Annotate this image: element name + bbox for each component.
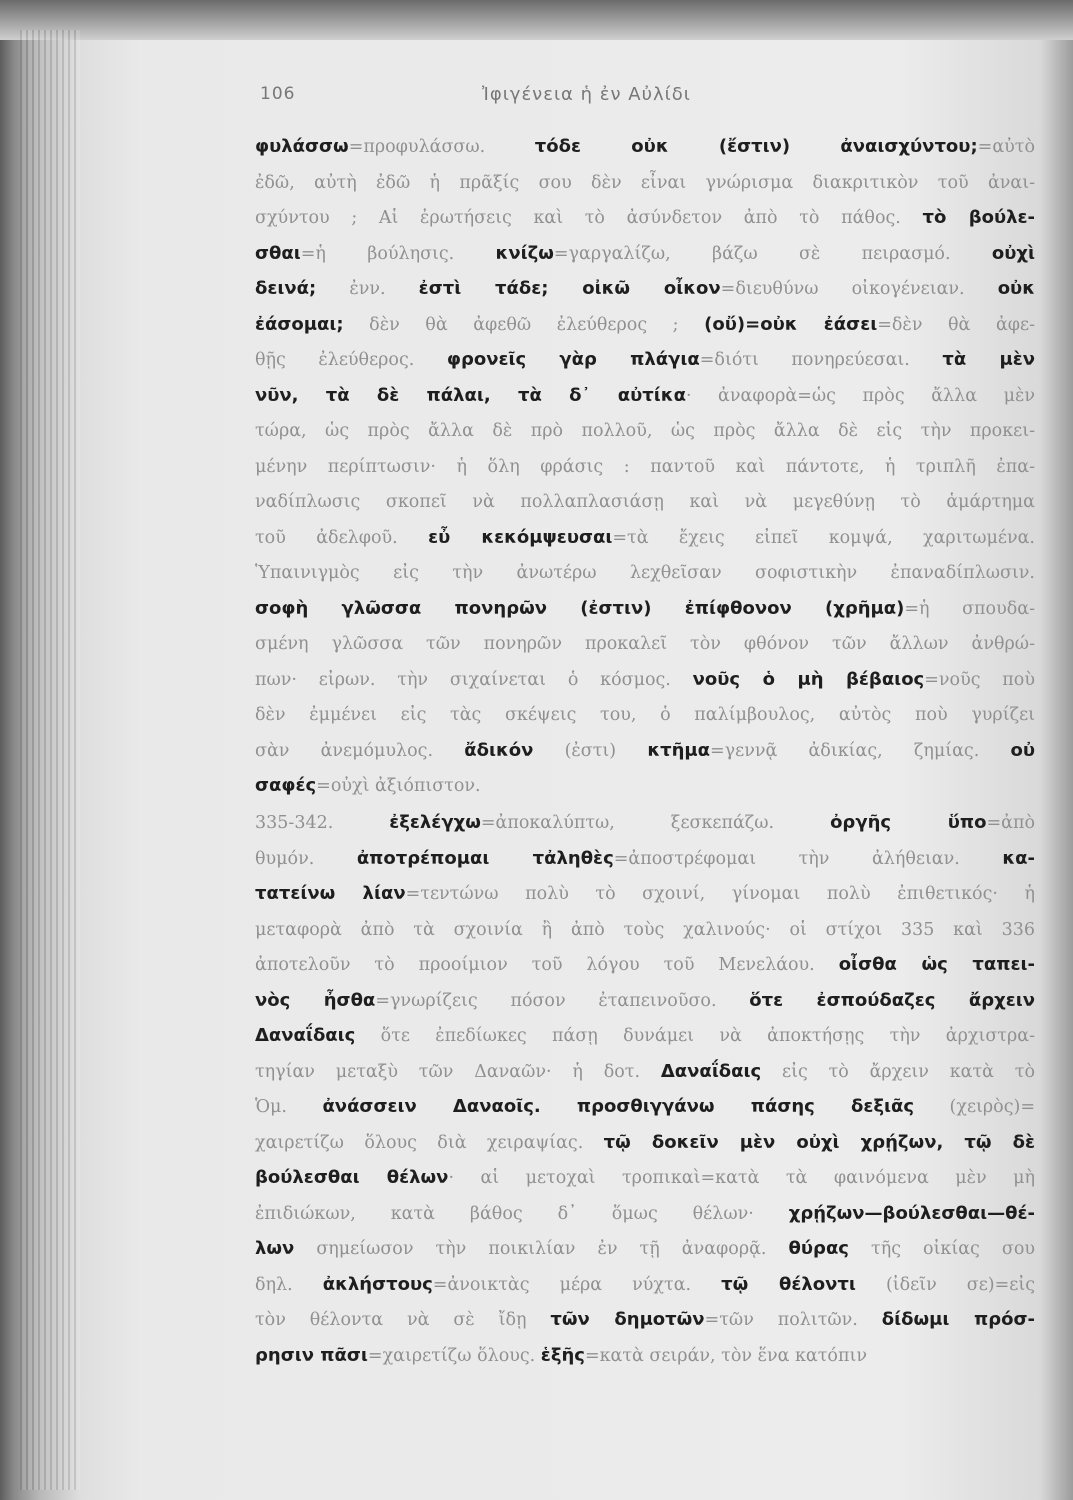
lemma-text: κνίζω bbox=[495, 242, 554, 264]
gloss-text: σμένη γλῶσσα τῶν πονηρῶν προκαλεῖ τὸν φθόνον τῶν ἄλλων ἀνθρώ- bbox=[255, 634, 1035, 654]
gloss-text: (χειρὸς)= bbox=[914, 1097, 1035, 1117]
lemma-text: κα- bbox=[1002, 847, 1035, 869]
gloss-text: ἀποτελοῦν τὸ προοίμιον τοῦ λόγου τοῦ Μενελάου. bbox=[255, 955, 839, 975]
lemma-text: ἐστὶ τάδε; οἰκῶ οἶκον bbox=[418, 278, 721, 299]
gloss-text: μένην περίπτωσιν· ἡ ὅλη φράσις : παντοῦ καὶ πάντοτε, ἡ τριπλῆ ἐπα- bbox=[255, 456, 1035, 477]
lemma-text: ἀνάσσειν Δαναοῖς. προσθιγγάνω πάσης δεξιᾶς bbox=[322, 1096, 915, 1117]
gloss-text: δὲν θὰ ἀφεθῶ ἐλεύθερος ; bbox=[343, 314, 705, 335]
text-line bbox=[255, 1055, 1035, 1089]
lemma-text: λων bbox=[255, 1238, 295, 1259]
gloss-text: =διότι πονηρεύεσαι. bbox=[699, 350, 943, 370]
lemma-text: ὀργῆς ὕπο bbox=[830, 812, 987, 833]
text-line bbox=[255, 1268, 1035, 1302]
text-line bbox=[255, 592, 1035, 626]
gloss-text: =ἀποστρέφομαι τὴν ἀλήθειαν. bbox=[613, 848, 1003, 869]
gloss-text: =τεντώνω πολὺ τὸ σχοινί, γίνομαι πολὺ ἐπιθετικός· ἡ bbox=[405, 884, 1035, 904]
lemma-text: ἐάσομαι; bbox=[255, 313, 344, 335]
page-number: 106 bbox=[260, 84, 296, 104]
lemma-text: οἶσθα ὡς ταπει- bbox=[838, 954, 1035, 975]
gloss-text: τῆς οἰκίας σου bbox=[848, 1239, 1035, 1259]
gloss-text: Ὁμ. bbox=[255, 1097, 323, 1117]
gloss-text: =γνωρίζεις πόσον ἐταπεινοῦσο. bbox=[375, 990, 750, 1011]
lemma-text: ἐξελέγχω bbox=[389, 812, 481, 833]
text-line bbox=[255, 698, 1035, 732]
text-line bbox=[255, 521, 1035, 555]
gloss-text: =διευθύνω οἰκογένειαν. bbox=[720, 279, 998, 299]
gloss-text: =γεννᾷ ἀδικίας, ζημίας. bbox=[710, 740, 1011, 761]
gloss-text: τοῦ ἀδελφοῦ. bbox=[255, 527, 429, 548]
gloss-text: 335-342. bbox=[255, 813, 390, 833]
text-line bbox=[255, 450, 1035, 484]
text-line bbox=[255, 948, 1035, 982]
gloss-text: τώρα, ὡς πρὸς ἄλλα δὲ πρὸ πολλοῦ, ὡς πρὸς ἄλλα δὲ εἰς τὴν προκει- bbox=[255, 421, 1035, 441]
lemma-text: ἑξῆς bbox=[540, 1344, 585, 1366]
lemma-text: οὐκ bbox=[997, 278, 1035, 299]
page-edge-shadow bbox=[20, 30, 80, 1490]
gloss-text: =χαιρετίζω ὅλους. bbox=[367, 1345, 541, 1366]
lemma-text: φυλάσσω bbox=[255, 136, 349, 157]
lemma-text: Δαναΐδαις bbox=[255, 1025, 356, 1046]
text-line bbox=[255, 984, 1035, 1018]
text-line bbox=[255, 1197, 1035, 1231]
gloss-text: =δὲν θὰ ἀφε- bbox=[877, 314, 1035, 335]
lemma-text: νῦν, τὰ δὲ πάλαι, τὰ δ᾽ αὐτίκα bbox=[255, 384, 686, 406]
text-line bbox=[255, 237, 1035, 271]
text-line bbox=[255, 166, 1035, 200]
gloss-text: ἐπιδιώκων, κατὰ βάθος δ᾽ ὅμως θέλων· bbox=[255, 1203, 789, 1224]
lemma-text: κτῆμα bbox=[647, 739, 711, 761]
gloss-text: =τῶν πολιτῶν. bbox=[704, 1310, 882, 1330]
text-line bbox=[255, 130, 1035, 164]
gloss-text: =αὐτὸ bbox=[977, 137, 1035, 157]
gloss-text: σημείωσον τὴν ποικιλίαν ἐν τῇ ἀναφορᾷ. bbox=[294, 1239, 789, 1259]
text-line bbox=[255, 343, 1035, 377]
text-line bbox=[255, 627, 1035, 661]
text-line bbox=[255, 877, 1035, 911]
lemma-text: σθαι bbox=[255, 242, 301, 264]
gloss-text: =κατὰ σειράν, τὸν ἕνα κατόπιν bbox=[584, 1345, 867, 1366]
text-line bbox=[255, 414, 1035, 448]
gloss-text: =νοῦς ποὺ bbox=[924, 669, 1035, 690]
lemma-text: θύρας bbox=[788, 1238, 849, 1259]
text-line bbox=[255, 379, 1035, 413]
gloss-text: Ὑπαινιγμὸς εἰς τὴν ἀνωτέρω λεχθεῖσαν σοφιστικὴν ἐπαναδίπλωσιν. bbox=[255, 563, 1035, 583]
lemma-text: εὖ κεκόμψευσαι bbox=[428, 526, 613, 548]
gloss-text: =ἀπὸ bbox=[986, 813, 1035, 833]
gloss-text: · αἱ μετοχαὶ τροπικαὶ=κατὰ τὰ φαινόμενα μὲν μὴ bbox=[448, 1168, 1035, 1188]
lemma-text: βούλεσθαι θέλων bbox=[255, 1167, 449, 1188]
lemma-text: σοφὴ γλῶσσα πονηρῶν (ἐστιν) ἐπίφθονον (χρῆμα) bbox=[255, 597, 905, 619]
gloss-text: σὰν ἀνεμόμυλος. bbox=[255, 740, 465, 761]
gloss-text: τηγίαν μεταξὺ τῶν Δαναῶν· ἡ δοτ. bbox=[255, 1061, 661, 1082]
gloss-text: · ἀναφορὰ=ὡς πρὸς ἄλλα μὲν bbox=[685, 385, 1035, 406]
lemma-text: φρονεῖς γὰρ πλάγια bbox=[446, 349, 700, 370]
gloss-text: πων· εἰρων. τὴν σιχαίνεται ὁ κόσμος. bbox=[255, 669, 693, 690]
lemma-text: σαφές bbox=[255, 775, 317, 796]
lemma-text: τῶν δημοτῶν bbox=[550, 1309, 705, 1330]
gloss-text: =οὐχὶ ἀξιόπιστον. bbox=[316, 776, 481, 796]
gloss-text: (ἰδεῖν σε)=εἰς bbox=[855, 1274, 1035, 1295]
text-line bbox=[255, 1161, 1035, 1195]
lemma-text: (οὔ)=οὐκ ἐάσει bbox=[704, 313, 878, 335]
lemma-text: οὐχὶ bbox=[991, 242, 1035, 264]
gloss-text: εἰς τὸ ἄρχειν κατὰ τὸ bbox=[761, 1061, 1035, 1082]
gloss-text: μεταφορὰ ἀπὸ τὰ σχοινία ἢ ἀπὸ τοὺς χαλινούς· οἱ στίχοι 335 καὶ 336 bbox=[255, 919, 1035, 940]
lemma-text: τῷ θέλοντι bbox=[721, 1273, 856, 1295]
running-title: Ἰφιγένεια ἡ ἐν Αὐλίδι bbox=[482, 84, 691, 105]
gloss-text: σχύντου ; Αἱ ἐρωτήσεις καὶ τὸ ἀσύνδετον ἀπὸ τὸ πάθος. bbox=[255, 208, 923, 228]
gloss-text: =προφυλάσσω. bbox=[348, 137, 535, 157]
text-line bbox=[255, 734, 1035, 768]
gloss-text: =τὰ ἔχεις εἰπεῖ κομψά, χαριτωμένα. bbox=[612, 527, 1035, 548]
text-line bbox=[255, 1339, 1035, 1373]
lemma-text: δεινά; bbox=[255, 278, 317, 299]
gloss-text: δὲν ἐμμένει εἰς τὰς σκέψεις του, ὁ παλίμβουλος, αὐτὸς ποὺ γυρίζει bbox=[255, 705, 1035, 725]
gloss-text: =ἡ βούλησις. bbox=[300, 243, 496, 264]
gloss-text: χαιρετίζω ὅλους διὰ χειραψίας. bbox=[255, 1132, 604, 1153]
lemma-text: ρησιν πᾶσι bbox=[255, 1344, 368, 1366]
text-line bbox=[255, 1090, 1035, 1124]
gloss-text: =ἀποκαλύπτω, ξεσκεπάζω. bbox=[480, 813, 831, 833]
text-line bbox=[255, 663, 1035, 697]
gloss-text: =ἀνοικτὰς μέρα νύχτα. bbox=[432, 1274, 722, 1295]
gloss-text: =γαργαλίζω, βάζω σὲ πειρασμό. bbox=[553, 243, 992, 264]
text-line bbox=[255, 1126, 1035, 1160]
gloss-text: ναδίπλωσις σκοπεῖ νὰ πολλαπλασιάσῃ καὶ νὰ μεγεθύνῃ τὸ ἁμάρτημα bbox=[255, 492, 1035, 512]
gloss-text: ἐδῶ, αὐτὴ ἐδῶ ἡ πρᾶξίς σου δὲν εἶναι γνώρισμα διακριτικὸν τοῦ ἀναι- bbox=[255, 172, 1035, 193]
lemma-text: οὐ bbox=[1010, 739, 1035, 761]
gloss-text: τὸν θέλοντα νὰ σὲ ἴδῃ bbox=[255, 1310, 551, 1330]
lemma-text: τατείνω λίαν bbox=[255, 883, 406, 904]
gloss-text: ὅτε ἐπεδίωκες πάσῃ δυνάμει νὰ ἀποκτήσῃς τὴν ἀρχιστρα- bbox=[355, 1026, 1035, 1046]
lemma-text: τὰ μὲν bbox=[942, 349, 1035, 370]
lemma-text: ἄδικόν bbox=[464, 739, 534, 761]
lemma-text: τόδε οὐκ (ἔστιν) ἀναισχύντου; bbox=[534, 136, 978, 157]
lemma-text: δίδωμι πρόσ- bbox=[881, 1309, 1035, 1330]
lemma-text: ὅτε ἐσπούδαζες ἄρχειν bbox=[749, 989, 1035, 1011]
lemma-text: τῷ δοκεῖν μὲν οὐχὶ χρῄζων, τῷ δὲ bbox=[603, 1131, 1035, 1153]
text-line bbox=[255, 308, 1035, 342]
text-line bbox=[255, 1232, 1035, 1266]
gloss-text: ἐνν. bbox=[316, 279, 419, 299]
gloss-text: δηλ. bbox=[255, 1274, 323, 1295]
text-line bbox=[255, 842, 1035, 876]
text-line bbox=[255, 272, 1035, 306]
text-line bbox=[255, 485, 1035, 519]
text-line bbox=[255, 1303, 1035, 1337]
lemma-text: νοῦς ὁ μὴ βέβαιος bbox=[692, 668, 925, 690]
lemma-text: ἀποτρέπομαι τἀληθὲς bbox=[356, 847, 614, 869]
lemma-text: ἀκλήστους bbox=[322, 1273, 433, 1295]
lemma-text: Δαναΐδαις bbox=[660, 1060, 762, 1082]
gloss-text: =ἡ σπουδα- bbox=[904, 598, 1035, 619]
lemma-text: νὸς ἦσθα bbox=[255, 989, 376, 1011]
lemma-text: χρῄζων—βούλεσθαι—θέ- bbox=[788, 1202, 1035, 1224]
gloss-text: (ἐστι) bbox=[533, 740, 648, 761]
lemma-text: τὸ βούλε- bbox=[922, 207, 1035, 228]
gloss-text: θῇς ἐλεύθερος. bbox=[255, 350, 447, 370]
text-line bbox=[255, 1019, 1035, 1053]
text-line bbox=[255, 806, 1035, 840]
text-line bbox=[255, 913, 1035, 947]
text-line bbox=[255, 201, 1035, 235]
page-header bbox=[260, 84, 780, 114]
text-line bbox=[255, 769, 1035, 803]
gloss-text: θυμόν. bbox=[255, 848, 357, 869]
text-line bbox=[255, 556, 1035, 590]
